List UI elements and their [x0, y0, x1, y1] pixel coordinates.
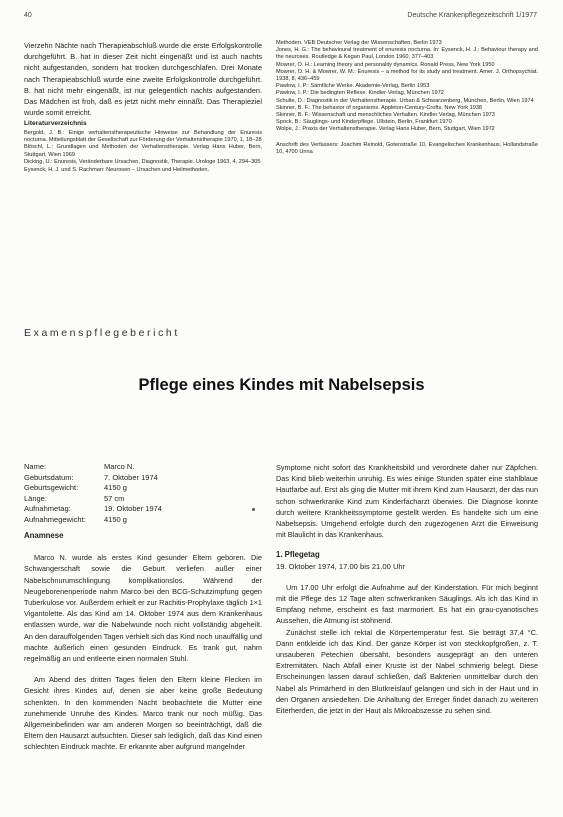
data-value: Marco N. — [104, 462, 135, 471]
top-right-column — [276, 40, 538, 156]
print-speck — [252, 508, 255, 511]
patient-data-table — [24, 462, 256, 525]
reference-item: Dicking, U.: Enuresis, Veränderbare Ursachen, Diagnostik, Therapie. Urologe 1963, 4, 294–305 — [24, 159, 261, 166]
reference-item: Eysenck, H. J. und S. Rachman: Neurosen – Ursachen und Heilmethoden. — [24, 166, 210, 173]
body-paragraph: Um 17.00 Uhr erfolgt die Aufnahme auf der Kinderstation. Für mich beginnt mit die Pflege des 12 Tage alten schwerkranken Säuglings. Als ich das Kind in Empfang nehme, erscheint es fast marmoriert. Es hat ein grau-cyanotisches Aussehen, die Atmung ist stöhnend. — [276, 582, 538, 626]
table-row — [24, 515, 256, 526]
author-address: Anschrift des Verfassers: Joachim Reinold, Gotenstraße 10, Evangelisches Krankenhaus, Hollandstraße 10, 4700 Unna — [276, 141, 538, 155]
page-number: 40 — [24, 12, 32, 19]
journal-title: Deutsche Krankenpflegezeitschrift 1/1977 — [407, 12, 537, 19]
table-row — [24, 504, 256, 515]
anamnese-paragraph: Am Abend des dritten Tages fielen den Eltern kleine Flecken im Gesicht ihres Kindes auf, denen sie aber keine große Bedeutung schenkten. In den kommenden Nacht beobachtete die Mutter eine zunehmende Unruhe des Kindes. Marco trank nur noch müßig. Das Allgemeinbefinden war am anderen Morgen so beeinträchtigt, daß die Eltern den Hausarzt aufsuchten. Dieser sah lediglich, daß das Kind einen schlechten Eindruck machte. Er erkannte aber aufgrund mangelnder — [24, 675, 262, 752]
data-label: Geburtsgewicht: — [24, 483, 79, 492]
data-label: Name: — [24, 462, 47, 471]
reference-item: Mowrer, O. H.: Learning theory and personality dynamics. Ronald Press, New York 1950 — [276, 61, 495, 68]
reference-item: Jones, H. G.: The behavioural treatment of enuresis nocturna. In: Eysenck, H. J.: Behaviour therapy and the neuroses. Routledge & Kegan Paul, London 1960, 377–403 — [276, 47, 538, 61]
references-title: Literaturverzeichnis — [24, 120, 87, 128]
data-label: Geburtsdatum: — [24, 472, 74, 482]
table-row — [24, 483, 256, 494]
data-label: Aufnahmegewicht: — [24, 514, 86, 524]
reference-item: Wolpe, J.: Praxis der Verhaltenstherapie. Verlag Hans Huber, Bern, Stuttgart, Wien 1972 — [276, 126, 495, 133]
body-paragraph: Symptome nicht sofort das Krankheitsbild und verordnete daher nur Zäpfchen. Das Kind blieb weiterhin unruhig. Es wies einige Stunden später eine stahlblaue Hautfarbe auf. Erst als ging die Mutter mit ihrem Kind zum Hausarzt, der das nun schon schwerkranke Kind zum Kinderfacharzt überwies. Die Diagnose konnte durch weitere Krankheitssymptome gestellt werden. Es handelte sich um eine Nabelsepsis. Umgehend erfolgte durch den zugezogenen Arzt die Einweisung mit Blaulicht in das Krankenhaus. — [276, 463, 538, 540]
right-body-column — [276, 462, 538, 716]
data-value: 4150 g — [104, 483, 127, 492]
body-paragraph: Zunächst stelle ich rektal die Körpertemperatur fest. Sie beträgt 37,4 °C. Dann entkleide ich das Kind. Der ganze Körper ist von steckkopfgroßen, z. T. unsauberen Petechien übersäht, besonders ausgeprägt an den unteren Extremitäten. Nach Abfall einer Kruste ist der Nabel schmierig belegt. Diese Erscheinungen lassen darauf schließen, daß Bakterien unmittelbar durch den Nabel als Primärherd in den Blutkreislauf gelangen und sich in der Haut und in den Organen ansiedelten. Die Anhaltung der Erreger findet danach zu weiteren Eiterherden, die jetzt in der Haut als Mikroabszesse zu sehen sind. — [276, 627, 538, 716]
left-body-column — [24, 530, 262, 753]
table-row — [24, 462, 256, 473]
reference-item: Blöschl, L.: Grundlagen und Methoden der Verhaltenstherapie. Verlag Hans Huber, Bern, Stuttgart, Wien 1969 — [24, 144, 262, 158]
reference-item: Skinner, B. F.: Wissenschaft und menschliches Verhalten. Kindler Verlag, München 1973 — [276, 112, 495, 119]
article-title: Pflege eines Kindes mit Nabelsepsis — [138, 376, 425, 394]
reference-item: Skinner, B. F.: The behavior of organisms. Appleton-Century-Crofts, New York 1938 — [276, 104, 483, 111]
data-value: 57 cm — [104, 493, 125, 503]
reference-item: Spock, B.: Säuglings- und Kinderpflege. Ullstein, Berlin, Frankfurt 1970 — [276, 119, 452, 126]
reference-item: Pawlow, I. P.: Sämtliche Werke. Akademie-Verlag, Berlin 1953 — [276, 83, 430, 90]
data-value: 7. Oktober 1974 — [104, 472, 158, 482]
data-label: Aufnahmetag: — [24, 504, 71, 513]
reference-item: Mowrer, O. H. & Mowrer, W. M.: Enuresis – a method for its study and treatment. Amer. J. Orthopsychiat. 1938, 8, 436–459 — [276, 68, 538, 83]
section-label: Examenspflegebericht — [24, 327, 180, 339]
conclusion-paragraph: Vierzehn Nächte nach Therapieabschluß wurde die erste Erfolgskontrolle durchgeführt. B. hat in dieser Zeit nicht eingenäßt und ist auch nachts nicht aufgestanden, sondern hat trocken durchgeschlafen. Drei Monate nach Therapieabschluß wurde eine zweite Erfolgskontrolle durchgeführt. B. hat nicht mehr eingenäßt, ist nur gelegentlich nachts aufgestanden. Das Mädchen ist froh, daß es jetzt nicht mehr einnäßt. Das Therapieziel wurde somit erreicht. — [24, 41, 262, 118]
top-left-column — [24, 40, 262, 174]
reference-item: Bergold, J. B.: Einige verhaltenstherapeutische Hinweise zur Behandlung der Enuresis nocturna. Mitteilungsblatt der Gesellschaft zur Förderung der Verhaltenstherapie 1970, 1, 18–28 — [24, 129, 262, 144]
reference-item: Pawlow, I. P.: Die bedingten Reflexe. Kindler-Verlag, München 1972 — [276, 90, 444, 97]
care-day-date: 19. Oktober 1974, 17.00 bis 21.00 Uhr — [276, 561, 406, 571]
table-row — [24, 473, 256, 484]
reference-item: Methoden. VEB Deutscher Verlag der Wissenschaften, Berlin 1973 — [276, 40, 442, 46]
data-label: Länge: — [24, 493, 47, 503]
data-value: 4150 g — [104, 514, 127, 524]
anamnese-paragraph: Marco N. wurde als erstes Kind gesunder Eltern geboren. Die Schwangerschaft sowie die Geburt verliefen außer einer Nabelschnurumschlingung komplikationslos. Während der Neugeborenenperiode nahm Marco bei den BCG-Schutzimpfung gegen Tuberkulose vor. Außerdem erhielt er zur Rachitis-Prophylaxe täglich 1×1 Vigantolette. Als das Kind am 14. Oktober 1974 aus dem Krankenhaus entlassen wurde, war die Nabelwunde noch nicht vollständig abgeheilt. An den darauffolgenden Tagen verhielt sich das Kind noch unauffällig und machte äußerlich einen gesunden Eindruck. Es trank gut, nahm regelmäßig an und entleerte einen normalen Stuhl. — [24, 553, 262, 664]
running-header — [24, 12, 537, 24]
table-row — [24, 494, 256, 505]
anamnese-heading: Anamnese — [24, 531, 64, 540]
care-day-heading: 1. Pflegetag — [276, 550, 320, 560]
data-value: 19. Oktober 1974 — [104, 504, 162, 513]
reference-item: Schulte, D.: Diagnostik in der Verhaltenstherapie. Urban & Schwarzenberg, München, Berlin, Wien 1974 — [276, 97, 534, 104]
